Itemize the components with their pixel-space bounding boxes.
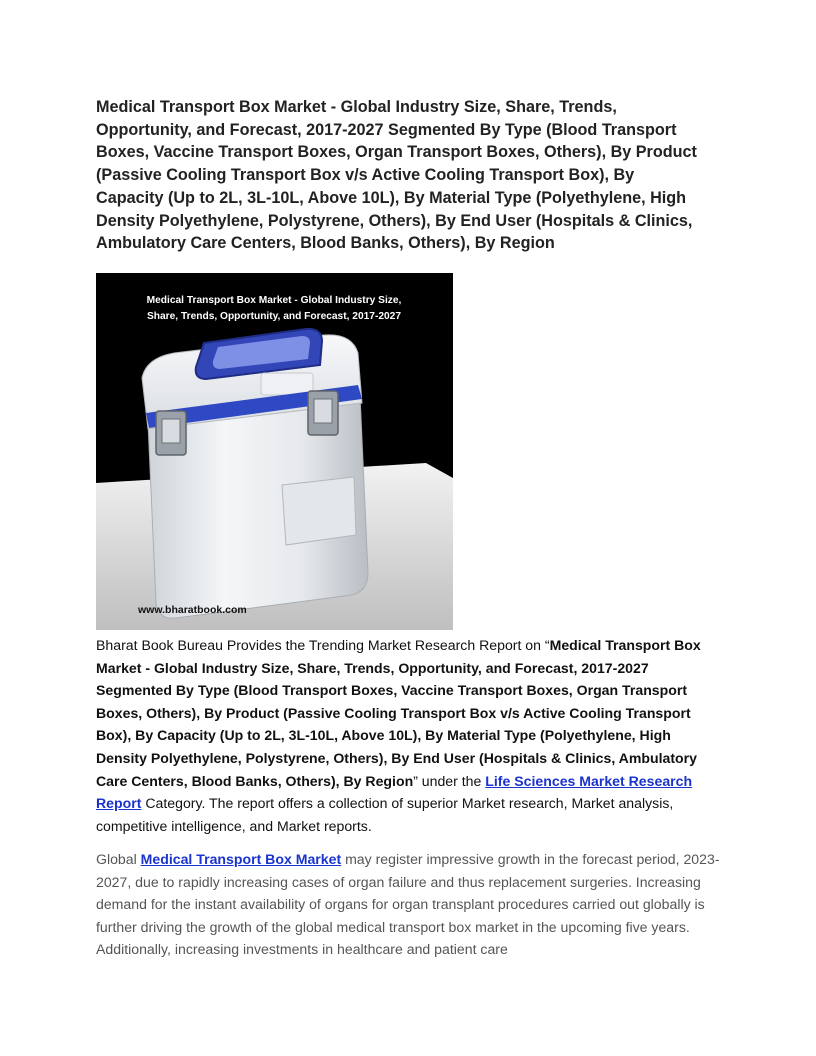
- report-title: Medical Transport Box Market - Global Industry Size, Share, Trends, Opportunity, and Forecast, 2017-2027 Segmented By Type (Blood Transport Boxes, Vaccine Transport Boxes, Organ Transport Boxes, Others), By Product (Passive Cooling Transport Box v/s Active Cooling Transport Box), By Capacity (Up to 2L, 3L-10L, Above 10L), By Material Type (Polyethylene, High Density Polyethylene, Polystyrene, Others), By End User (Hospitals & Clinics, Ambulatory Care Centers, Blood Banks, Others), By Region: [96, 98, 697, 253]
- intro-tail: Category. The report offers a collection of superior Market research, Market analysis, competitive intelligence, and Market reports.: [96, 795, 674, 834]
- body-paragraph: [96, 848, 724, 961]
- intro-lead: Bharat Book Bureau Provides the Trending Market Research Report on “: [96, 637, 550, 653]
- body-lead: Global: [96, 851, 141, 867]
- product-image: [96, 273, 453, 630]
- intro-paragraph: [96, 634, 724, 837]
- image-watermark: www.bharatbook.com: [138, 604, 247, 616]
- image-caption-line-1: Medical Transport Box Market - Global Industry Size,: [146, 295, 402, 306]
- body-text: may register impressive growth in the forecast period, 2023-2027, due to rapidly increasing cases of organ failure and thus replacement surgeries. Increasing demand for the instant availability of organs for organ transplant procedures carried out globally is further driving the growth of the global medical transport box market in the upcoming five years. Additionally, increasing investments in healthcare and patient care: [96, 851, 720, 958]
- report-name: Medical Transport Box Market - Global Industry Size, Share, Trends, Opportunity, and Forecast, 2017-2027 Segmented By Type (Blood Transport Boxes, Vaccine Transport Boxes, Organ Transport Boxes, Others), By Product (Passive Cooling Transport Box v/s Active Cooling Transport Box), By Capacity (Up to 2L, 3L-10L, Above 10L), By Material Type (Polyethylene, High Density Polyethylene, Polystyrene, Others), By End User (Hospitals & Clinics, Ambulatory Care Centers, Blood Banks, Others), By Region: [96, 637, 701, 789]
- market-link[interactable]: Medical Transport Box Market: [140, 851, 342, 867]
- category-link[interactable]: Life Sciences Market Research Report: [96, 772, 693, 812]
- intro-mid: ” under the: [413, 772, 486, 789]
- transport-box-illustration: [96, 273, 453, 630]
- image-caption-line-2: Share, Trends, Opportunity, and Forecast, 2017-2027: [146, 311, 402, 322]
